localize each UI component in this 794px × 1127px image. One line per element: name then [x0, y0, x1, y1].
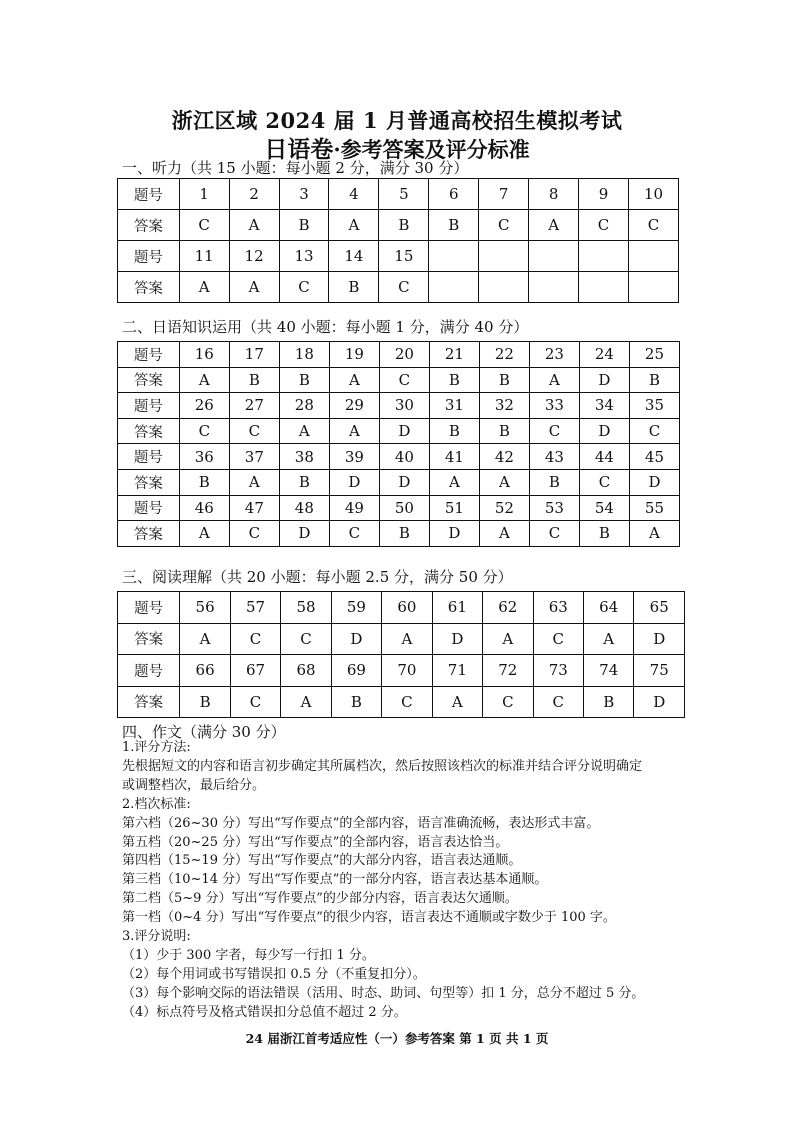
answer-cell: 14 [329, 241, 379, 272]
exam-title: 浙江区域 2024 届 1 月普通高校招生模拟考试 [171, 108, 623, 133]
answer-cell: B [329, 272, 379, 303]
subtitle-main: 日语卷 [264, 136, 334, 163]
answer-cell: C [529, 521, 579, 547]
essay-line: 第四档（15~19 分）写出“写作要点”的大部分内容，语言表达通顺。 [122, 853, 522, 869]
answer-cell [579, 241, 629, 272]
answer-cell: B [429, 418, 479, 444]
answer-cell: 38 [279, 444, 329, 470]
answer-cell: C [529, 418, 579, 444]
answer-cell: 59 [331, 592, 381, 624]
table-row [118, 418, 680, 444]
answer-cell: 70 [382, 655, 432, 687]
answer-cell: 27 [229, 393, 279, 419]
answer-cell: 11 [179, 241, 229, 272]
row-label-cell: 答案 [118, 367, 180, 393]
answer-cell: 12 [229, 241, 279, 272]
answer-cell: 20 [379, 342, 429, 368]
answer-cell: 64 [583, 592, 633, 624]
answer-cell [529, 241, 579, 272]
answer-cell [479, 272, 529, 303]
answer-cell: A [279, 418, 329, 444]
essay-line: 第五档（20~25 分）写出“写作要点”的全部内容，语言表达恰当。 [122, 834, 509, 850]
answer-cell: A [529, 367, 579, 393]
row-label-cell: 答案 [118, 210, 180, 241]
knowledge-answer-table [117, 341, 680, 547]
answer-cell [629, 241, 679, 272]
answer-cell: B [529, 469, 579, 495]
table-row [118, 469, 680, 495]
answer-cell: 1 [179, 179, 229, 210]
answer-cell: A [180, 623, 230, 655]
answer-cell: 73 [533, 655, 583, 687]
row-label-cell: 题号 [118, 495, 180, 521]
answer-cell: 4 [329, 179, 379, 210]
answer-cell: A [583, 623, 633, 655]
row-label-cell: 题号 [118, 241, 180, 272]
answer-cell [429, 272, 479, 303]
answer-cell: 69 [331, 655, 381, 687]
answer-cell: C [229, 521, 279, 547]
answer-cell: D [331, 623, 381, 655]
reading-heading: 三、阅读理解（共 20 小题：每小题 2.5 分，满分 50 分） [122, 568, 513, 586]
table-row [118, 686, 685, 718]
answer-cell: C [230, 623, 280, 655]
essay-line: （1）少于 300 字者，每少写一行扣 1 分。 [122, 947, 375, 963]
row-label-cell: 题号 [118, 342, 180, 368]
answer-cell: 52 [479, 495, 529, 521]
answer-cell: 15 [379, 241, 429, 272]
answer-cell: 21 [429, 342, 479, 368]
answer-cell: 34 [579, 393, 629, 419]
listening-heading: 一、听力（共 15 小题：每小题 2 分，满分 30 分） [122, 159, 469, 177]
answer-cell: 25 [629, 342, 679, 368]
answer-cell: 47 [229, 495, 279, 521]
essay-line: 第一档（0~4 分）写出“写作要点”的很少内容，语言表达不通顺或字数少于 100 字。 [122, 910, 616, 926]
answer-cell: 24 [579, 342, 629, 368]
answer-cell: C [379, 272, 429, 303]
answer-cell: 60 [382, 592, 432, 624]
table-row [118, 241, 679, 272]
answer-cell: D [379, 469, 429, 495]
essay-line: （3）每个影响交际的语法错误（活用、时态、助词、句型等）扣 1 分，总分不超过 5 分。 [122, 985, 645, 1001]
table-row [118, 367, 680, 393]
answer-cell: B [379, 521, 429, 547]
answer-cell: 32 [479, 393, 529, 419]
answer-cell: 55 [629, 495, 679, 521]
answer-cell: 65 [634, 592, 685, 624]
answer-cell: 16 [179, 342, 229, 368]
answer-cell: 71 [432, 655, 482, 687]
answer-cell: C [230, 686, 280, 718]
answer-cell: 6 [429, 179, 479, 210]
essay-line: （2）每个用词或书写错误扣 0.5 分（不重复扣分）。 [122, 966, 426, 982]
answer-cell: C [281, 623, 331, 655]
answer-cell: 43 [529, 444, 579, 470]
answer-cell: A [483, 623, 533, 655]
table-row [118, 521, 680, 547]
answer-cell: A [229, 210, 279, 241]
answer-cell: 57 [230, 592, 280, 624]
essay-line: 第六档（26~30 分）写出“写作要点”的全部内容，语言准确流畅，表达形式丰富。 [122, 815, 600, 831]
row-label-cell: 题号 [118, 592, 180, 624]
answer-cell: A [179, 521, 229, 547]
answer-cell: D [432, 623, 482, 655]
answer-cell: 67 [230, 655, 280, 687]
answer-cell: A [229, 272, 279, 303]
answer-cell: 56 [180, 592, 230, 624]
answer-cell [579, 272, 629, 303]
essay-scoring-text [122, 739, 734, 1023]
table-row [118, 210, 679, 241]
table-row [118, 495, 680, 521]
answer-cell: 30 [379, 393, 429, 419]
essay-line: 第二档（5~9 分）写出“写作要点”的少部分内容，语言表达欠通顺。 [122, 891, 518, 907]
answer-cell: 31 [429, 393, 479, 419]
answer-cell: D [579, 418, 629, 444]
answer-cell: A [179, 272, 229, 303]
subtitle-sub: ·参考答案及评分标准 [333, 137, 530, 162]
row-label-cell: 答案 [118, 521, 180, 547]
answer-cell: C [579, 469, 629, 495]
answer-cell [629, 272, 679, 303]
knowledge-heading: 二、日语知识运用（共 40 小题：每小题 1 分，满分 40 分） [122, 318, 529, 336]
table-row [118, 179, 679, 210]
answer-cell: D [579, 367, 629, 393]
answer-cell: 23 [529, 342, 579, 368]
answer-cell: 19 [329, 342, 379, 368]
answer-cell: 28 [279, 393, 329, 419]
answer-cell: D [629, 469, 679, 495]
essay-line: 2.档次标准: [122, 796, 191, 812]
answer-cell: B [379, 210, 429, 241]
answer-cell: 13 [279, 241, 329, 272]
answer-cell: D [634, 623, 685, 655]
answer-cell: C [629, 418, 679, 444]
table-row [118, 444, 680, 470]
answer-cell: 62 [483, 592, 533, 624]
answer-cell: C [179, 210, 229, 241]
answer-cell [529, 272, 579, 303]
answer-cell: A [529, 210, 579, 241]
answer-cell: A [329, 418, 379, 444]
answer-cell: C [533, 623, 583, 655]
answer-cell: C [382, 686, 432, 718]
answer-cell [479, 241, 529, 272]
answer-cell: A [479, 521, 529, 547]
answer-cell: 49 [329, 495, 379, 521]
answer-cell: 72 [483, 655, 533, 687]
listening-answer-table [117, 178, 679, 303]
answer-cell: A [629, 521, 679, 547]
answer-cell: B [629, 367, 679, 393]
answer-cell: 29 [329, 393, 379, 419]
answer-cell: A [329, 210, 379, 241]
row-label-cell: 答案 [118, 272, 180, 303]
answer-cell: A [382, 623, 432, 655]
essay-heading: 四、作文（满分 30 分） [122, 723, 286, 741]
answer-cell: A [479, 469, 529, 495]
essay-line: （4）标点符号及格式错误扣分总值不超过 2 分。 [122, 1004, 407, 1020]
row-label-cell: 答案 [118, 686, 180, 718]
answer-cell: C [379, 367, 429, 393]
row-label-cell: 题号 [118, 444, 180, 470]
answer-cell: A [179, 367, 229, 393]
essay-line: 或调整档次，最后给分。 [122, 777, 266, 793]
answer-cell: C [629, 210, 679, 241]
answer-cell: 5 [379, 179, 429, 210]
answer-cell: 10 [629, 179, 679, 210]
answer-cell: 39 [329, 444, 379, 470]
reading-answer-table [117, 591, 685, 718]
answer-cell: D [634, 686, 685, 718]
answer-cell: 42 [479, 444, 529, 470]
table-row [118, 393, 680, 419]
table-row [118, 655, 685, 687]
answer-cell: 3 [279, 179, 329, 210]
table-row [118, 623, 685, 655]
answer-cell: B [429, 367, 479, 393]
answer-cell: B [179, 469, 229, 495]
answer-cell: C [329, 521, 379, 547]
answer-cell: C [279, 272, 329, 303]
answer-cell: 61 [432, 592, 482, 624]
answer-cell: 8 [529, 179, 579, 210]
answer-cell: 17 [229, 342, 279, 368]
answer-cell: B [331, 686, 381, 718]
answer-cell: 51 [429, 495, 479, 521]
answer-cell: 37 [229, 444, 279, 470]
answer-cell: B [180, 686, 230, 718]
answer-cell: 40 [379, 444, 429, 470]
answer-cell: B [429, 210, 479, 241]
table-row [118, 272, 679, 303]
answer-cell: 18 [279, 342, 329, 368]
answer-cell: 41 [429, 444, 479, 470]
row-label-cell: 答案 [118, 623, 180, 655]
answer-cell: D [279, 521, 329, 547]
answer-cell: C [179, 418, 229, 444]
answer-cell: 44 [579, 444, 629, 470]
essay-line: 3.评分说明: [122, 929, 191, 945]
answer-cell: B [583, 686, 633, 718]
answer-cell: C [479, 210, 529, 241]
answer-cell: 66 [180, 655, 230, 687]
essay-line: 1.评分方法: [122, 740, 191, 755]
answer-cell: 58 [281, 592, 331, 624]
answer-cell: B [579, 521, 629, 547]
answer-cell: 36 [179, 444, 229, 470]
answer-cell: 68 [281, 655, 331, 687]
row-label-cell: 题号 [118, 179, 180, 210]
answer-cell: 45 [629, 444, 679, 470]
answer-cell: C [533, 686, 583, 718]
table-row [118, 342, 680, 368]
answer-cell: D [329, 469, 379, 495]
answer-cell: B [279, 367, 329, 393]
answer-cell: 75 [634, 655, 685, 687]
table-row [118, 592, 685, 624]
answer-cell: B [479, 418, 529, 444]
answer-cell: 54 [579, 495, 629, 521]
answer-cell: C [579, 210, 629, 241]
answer-cell: 53 [529, 495, 579, 521]
row-label-cell: 题号 [118, 393, 180, 419]
row-label-cell: 答案 [118, 418, 180, 444]
answer-cell: B [479, 367, 529, 393]
answer-cell: A [229, 469, 279, 495]
page-footer: 24 届浙江首考适应性（一）参考答案 第 1 页 共 1 页 [245, 1031, 549, 1046]
answer-cell: 9 [579, 179, 629, 210]
answer-cell: 63 [533, 592, 583, 624]
answer-cell: A [429, 469, 479, 495]
answer-cell: 26 [179, 393, 229, 419]
answer-cell: 2 [229, 179, 279, 210]
answer-cell: 50 [379, 495, 429, 521]
row-label-cell: 答案 [118, 469, 180, 495]
answer-cell: 33 [529, 393, 579, 419]
essay-line: 第三档（10~14 分）写出“写作要点”的一部分内容，语言表达基本通顺。 [122, 872, 548, 888]
answer-cell: D [429, 521, 479, 547]
answer-cell: 35 [629, 393, 679, 419]
answer-cell: B [279, 210, 329, 241]
answer-cell: 22 [479, 342, 529, 368]
answer-cell: C [229, 418, 279, 444]
essay-line: 先根据短文的内容和语言初步确定其所属档次，然后按照该档次的标准并结合评分说明确定 [122, 758, 643, 774]
answer-cell: 48 [279, 495, 329, 521]
answer-cell: B [279, 469, 329, 495]
answer-cell: 74 [583, 655, 633, 687]
answer-cell: B [229, 367, 279, 393]
answer-cell: D [379, 418, 429, 444]
answer-cell: A [329, 367, 379, 393]
row-label-cell: 题号 [118, 655, 180, 687]
answer-cell: A [281, 686, 331, 718]
answer-cell: C [483, 686, 533, 718]
answer-cell: A [432, 686, 482, 718]
answer-cell: 46 [179, 495, 229, 521]
answer-cell: 7 [479, 179, 529, 210]
answer-cell [429, 241, 479, 272]
